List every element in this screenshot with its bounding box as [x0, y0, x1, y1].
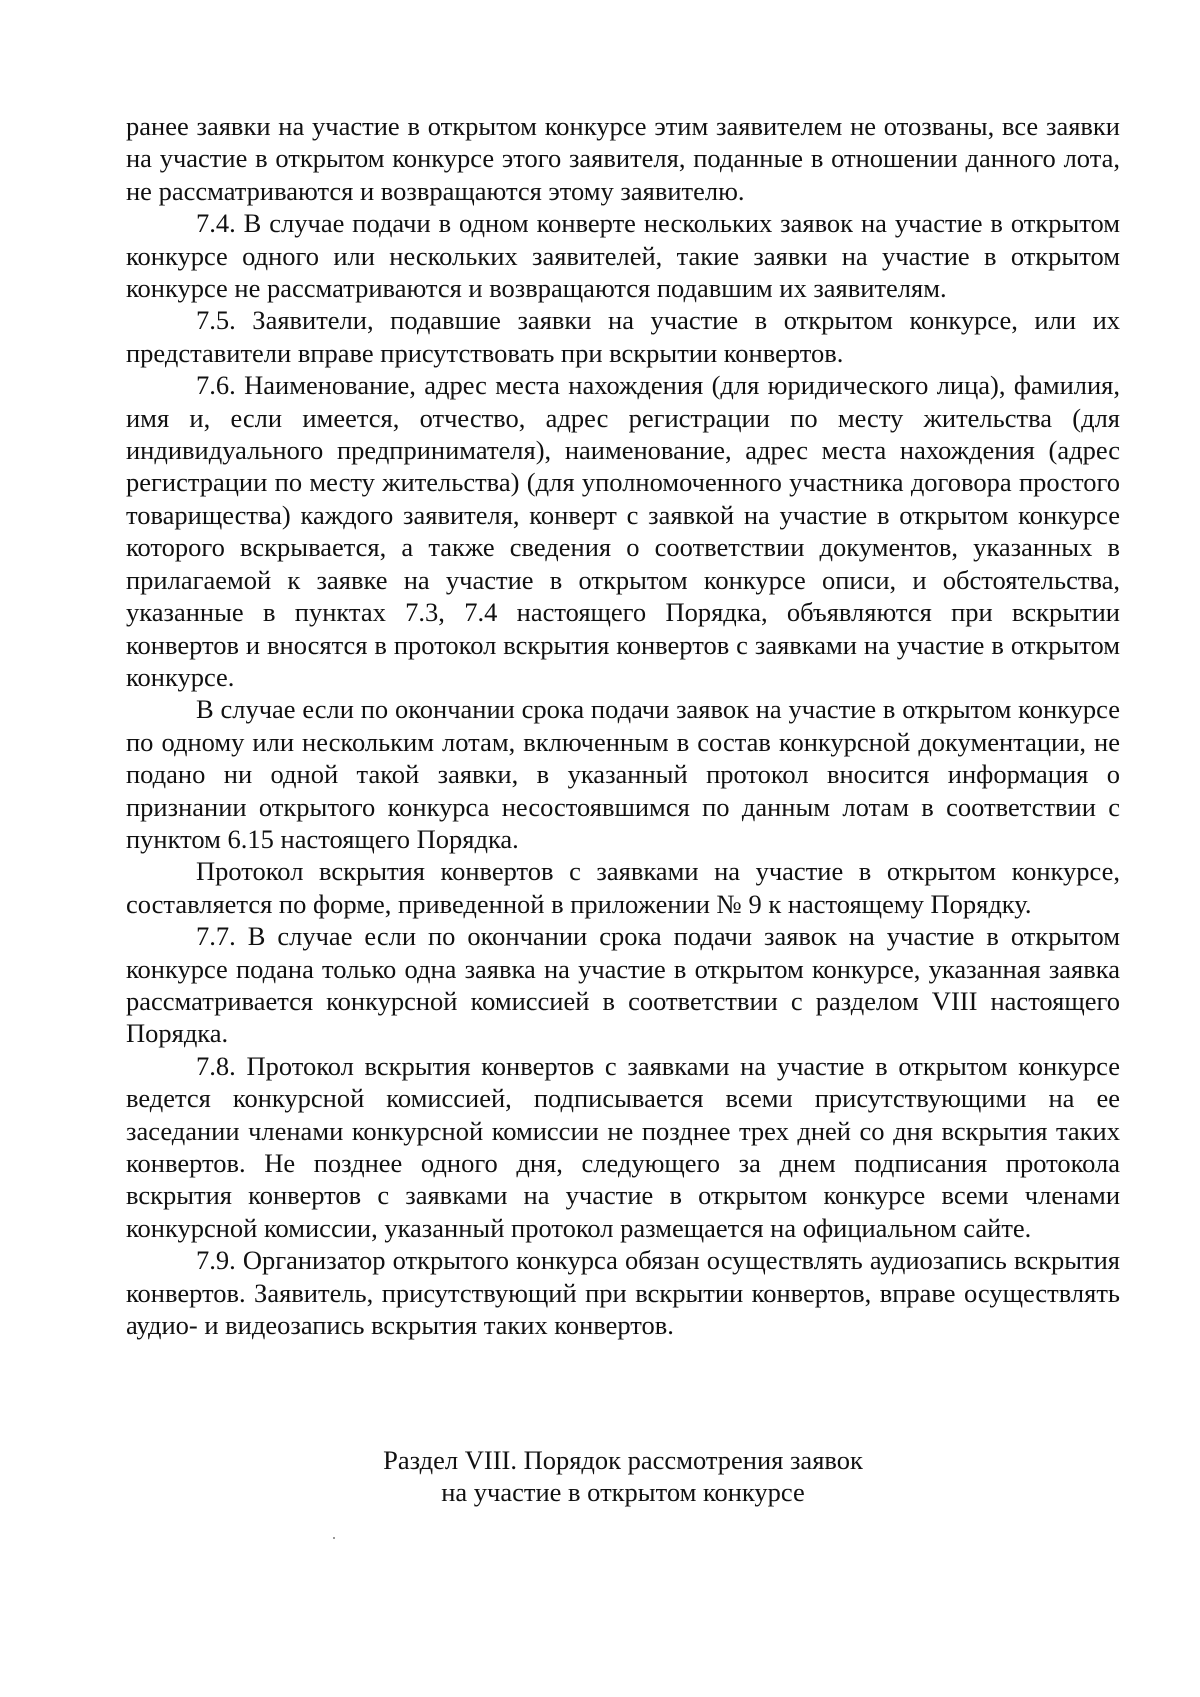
- paragraph-7-7: 7.7. В случае если по окончании срока подачи заявок на участие в открытом конкурсе подана только одна заявка на участие в открытом конкурсе, указанная заявка рассматривается конкурсной комиссией в соответствии с разделом VIII настоящего Порядка.: [126, 921, 1120, 1049]
- section-heading-line-2: на участие в открытом конкурсе: [441, 1477, 805, 1507]
- paragraph-7-6: 7.6. Наименование, адрес места нахождения (для юридического лица), фамилия, имя и, если имеется, отчество, адрес регистрации по месту жительства (для индивидуального предпринимателя), наименование, адрес места нахождения (адрес регистрации по месту жительства) (для уполномоченного участника договора простого товарищества) каждого заявителя, конверт с заявкой на участие в открытом конкурсе которого вскрывается, а также сведения о соответствии документов, указанных в прилагаемой к заявке на участие в открытом конкурсе описи, и обстоятельства, указанные в пунктах 7.3, 7.4 настоящего Порядка, объявляются при вскрытии конвертов и вносятся в протокол вскрытия конвертов с заявками на участие в открытом конкурсе.: [126, 370, 1120, 692]
- section-heading-line-1: Раздел VIII. Порядок рассмотрения заявок: [383, 1445, 863, 1475]
- paragraph-7-9: 7.9. Организатор открытого конкурса обязан осуществлять аудиозапись вскрытия конвертов. Заявитель, присутствующий при вскрытии конвертов, вправе осуществлять аудио- и видеозапись вскрытия таких конвертов.: [126, 1245, 1120, 1341]
- paragraph-7-6-protocol-form: Протокол вскрытия конвертов с заявками на участие в открытом конкурсе, составляется по форме, приведенной в приложении № 9 к настоящему Порядку.: [126, 856, 1120, 919]
- paragraph-continuation: ранее заявки на участие в открытом конкурсе этим заявителем не отозваны, все заявки на участие в открытом конкурсе этого заявителя, поданные в отношении данного лота, не рассматриваются и возвращаются этому заявителю.: [126, 111, 1120, 206]
- paragraph-7-5: 7.5. Заявители, подавшие заявки на участие в открытом конкурсе, или их представители вправе присутствовать при вскрытии конвертов.: [126, 305, 1120, 368]
- scan-speck: [333, 1537, 335, 1539]
- section-heading: [126, 1444, 1120, 1508]
- paragraph-7-8: 7.8. Протокол вскрытия конвертов с заявками на участие в открытом конкурсе ведется конкурсной комиссией, подписывается всеми присутствующими на ее заседании членами конкурсной комиссии не позднее трех дней со дня вскрытия таких конвертов. Не позднее одного дня, следующего за днем подписания протокола вскрытия конвертов с заявками на участие в открытом конкурсе всеми членами конкурсной комиссии, указанный протокол размещается на официальном сайте.: [126, 1050, 1120, 1243]
- document-body: [126, 110, 1120, 1341]
- paragraph-7-6-no-bids: В случае если по окончании срока подачи заявок на участие в открытом конкурсе по одному или нескольким лотам, включенным в состав конкурсной документации, не подано ни одной такой заявки, в указанный протокол вносится информация о признании открытого конкурса несостоявшимся по данным лотам в соответствии с пунктом 6.15 настоящего Порядка.: [126, 694, 1120, 854]
- paragraph-7-4: 7.4. В случае подачи в одном конверте нескольких заявок на участие в открытом конкурсе одного или нескольких заявителей, такие заявки на участие в открытом конкурсе не рассматриваются и возвращаются подавшим их заявителям.: [126, 208, 1120, 304]
